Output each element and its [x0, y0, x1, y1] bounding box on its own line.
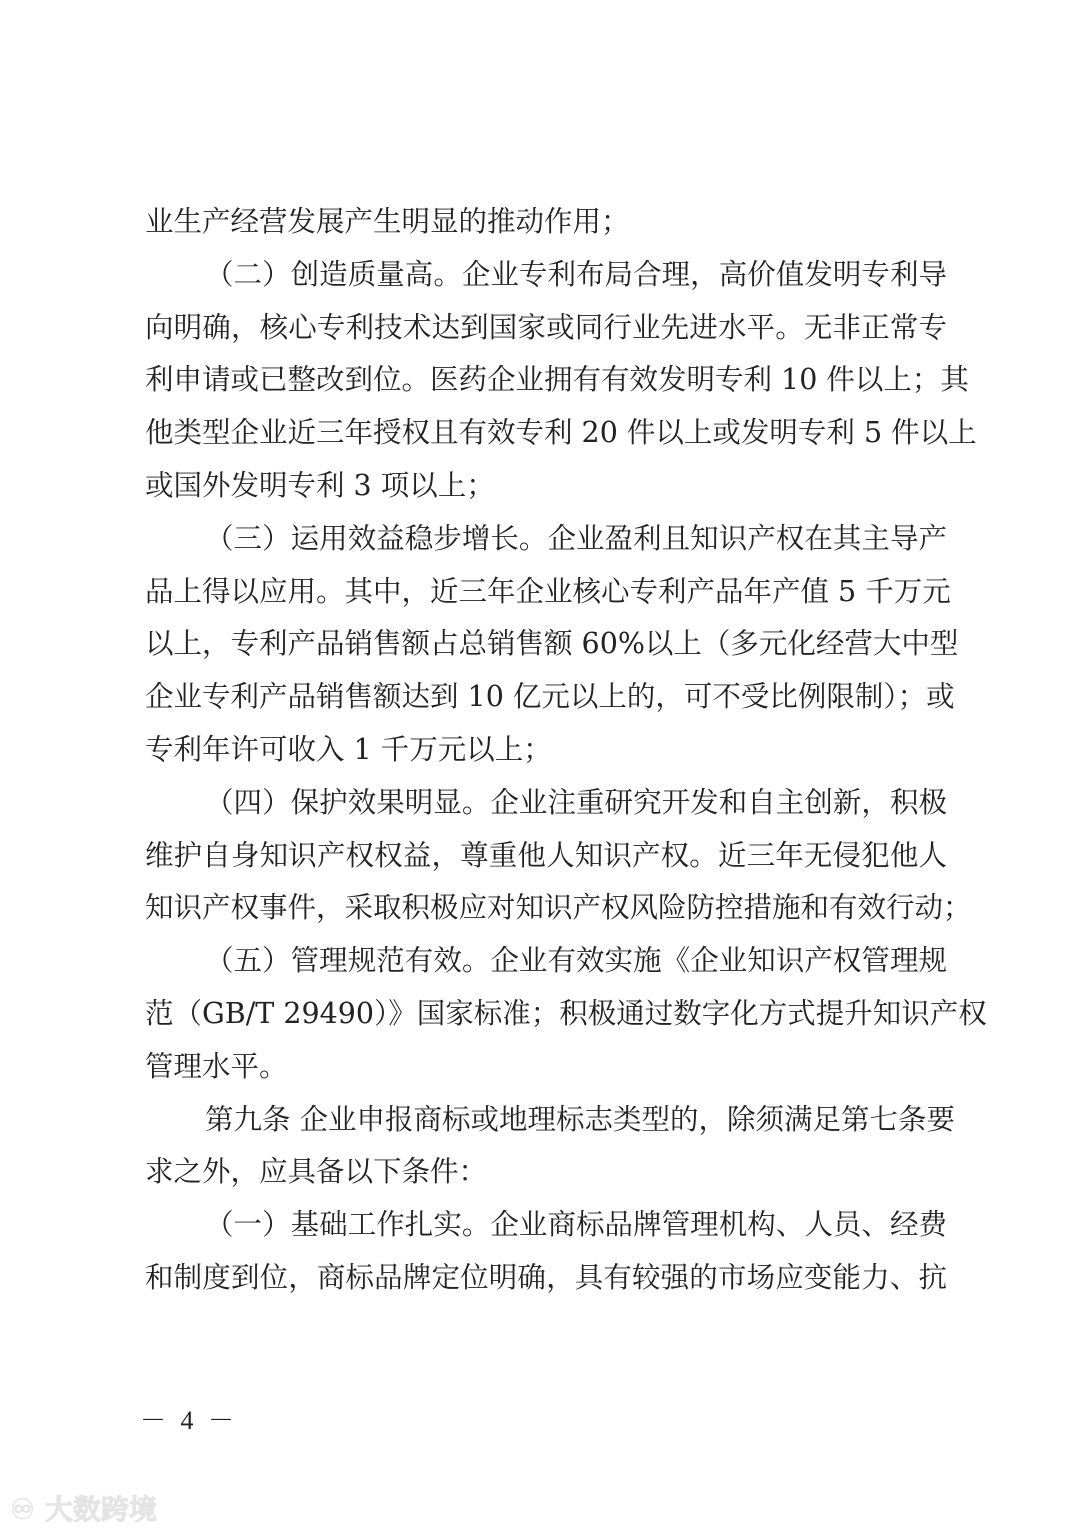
watermark-icon: ♾ [10, 1493, 36, 1526]
text-line: 企业专利产品销售额达到 10 亿元以上的，可不受比例限制）；或 [145, 680, 955, 714]
text-line: 维护自身知识产权权益，尊重他人知识产权。近三年无侵犯他人 [145, 838, 947, 872]
text-line: （三）运用效益稳步增长。企业盈利且知识产权在其主导产 [205, 521, 947, 555]
text-line: 他类型企业近三年授权且有效专利 20 件以上或发明专利 5 件以上 [145, 416, 977, 450]
document-body [145, 196, 987, 1305]
text-line: 以上，专利产品销售额占总销售额 60%以上（多元化经营大中型 [145, 627, 959, 661]
text-line: （一）基础工作扎实。企业商标品牌管理机构、人员、经费 [205, 1208, 947, 1242]
text-line: 利申请或已整改到位。医药企业拥有有效发明专利 10 件以上；其 [145, 363, 969, 397]
text-line: 或国外发明专利 3 项以上； [145, 468, 495, 502]
text-line: 品上得以应用。其中，近三年企业核心专利产品年产值 5 千万元 [145, 574, 951, 608]
text-line: 范（GB/T 29490）》国家标准；积极通过数字化方式提升知识产权 [145, 996, 987, 1030]
text-line: 向明确，核心专利技术达到国家或同行业先进水平。无非正常专 [145, 310, 947, 344]
text-line: 求之外，应具备以下条件： [145, 1155, 488, 1189]
text-line: 和制度到位，商标品牌定位明确，具有较强的市场应变能力、抗 [145, 1260, 947, 1294]
page-number: － 4 － [140, 1406, 235, 1435]
text-line: 业生产经营发展产生明显的推动作用； [145, 205, 630, 238]
text-line: 管理水平。 [145, 1049, 288, 1083]
watermark-text: 大数跨境 [44, 1493, 157, 1526]
text-line: 第九条 企业申报商标或地理标志类型的，除须满足第七条要 [205, 1102, 956, 1136]
text-line: （二）创造质量高。企业专利布局合理，高价值发明专利导 [205, 257, 947, 291]
text-line: 专利年许可收入 1 千万元以上； [145, 732, 552, 766]
text-line: 知识产权事件，采取积极应对知识产权风险防控措施和有效行动； [145, 891, 972, 925]
text-line: （四）保护效果明显。企业注重研究开发和自主创新，积极 [205, 785, 947, 819]
watermark-logo [10, 1488, 157, 1528]
text-line: （五）管理规范有效。企业有效实施《企业知识产权管理规 [205, 944, 947, 978]
